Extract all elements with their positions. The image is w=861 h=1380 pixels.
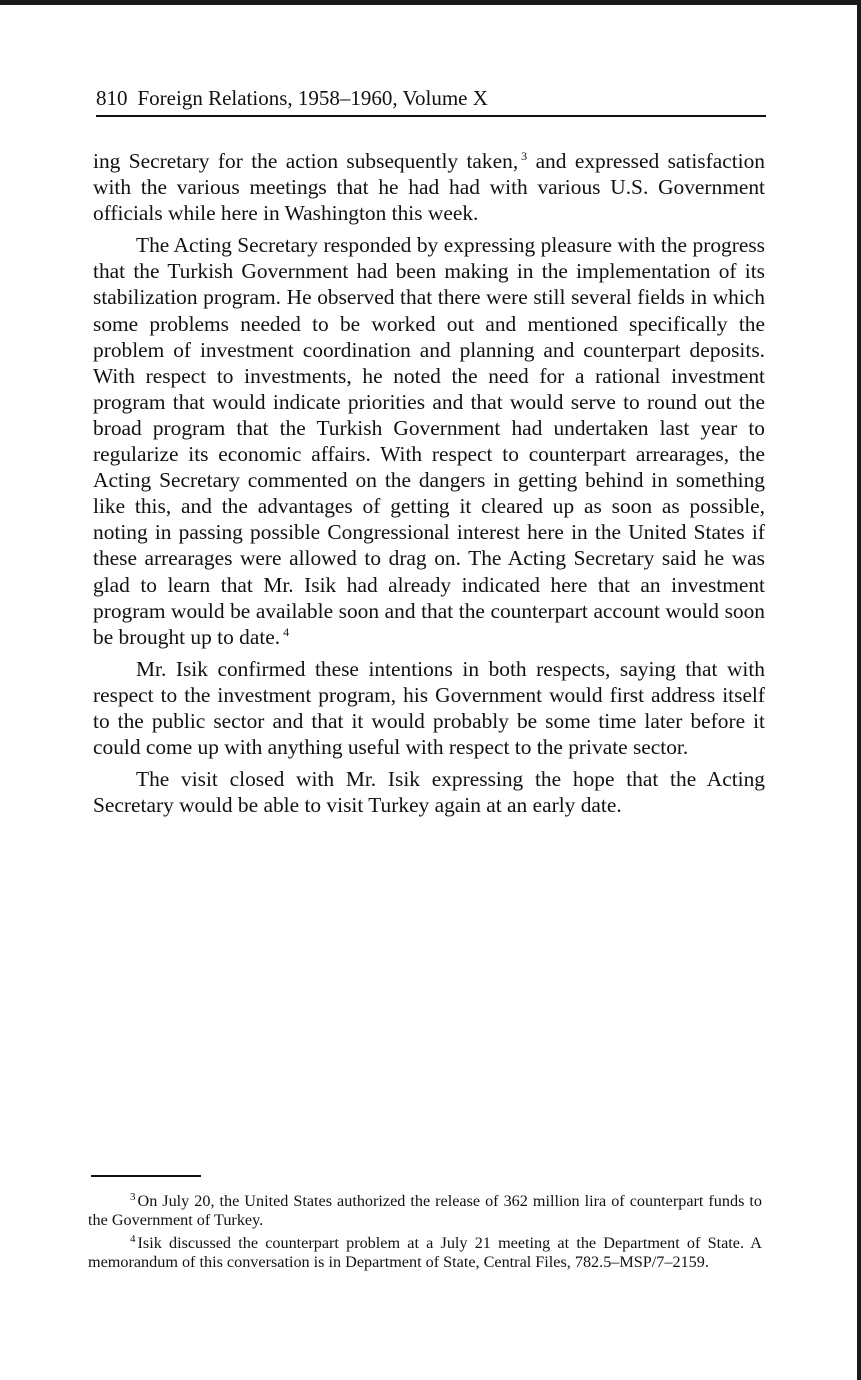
header-rule	[96, 115, 766, 117]
footnote-rule	[91, 1175, 201, 1177]
volume-title: Foreign Relations, 1958–1960, Volume X	[137, 86, 488, 110]
footnote-ref-4: 4	[283, 624, 290, 639]
footnote-3-number: 3	[130, 1190, 136, 1203]
page-number: 810	[96, 86, 128, 110]
scan-edge-right	[857, 0, 861, 1380]
paragraph-1	[93, 148, 765, 226]
footnote-3-text: On July 20, the United States authorized the release of 362 million lira of counterpart funds to the Government of Turkey.	[88, 1192, 762, 1229]
footnote-4	[88, 1234, 762, 1272]
paragraph-1-text: ing Secretary for the action subsequently taken,	[93, 149, 519, 173]
scan-edge-top	[0, 0, 861, 5]
body-text	[93, 148, 765, 824]
footnote-4-number: 4	[130, 1232, 136, 1245]
paragraph-3: Mr. Isik confirmed these intentions in both respects, saying that with respect to the investment program, his Government would first address itself to the public sector and that it would probably be some time later before it could come up with anything useful with respect to the private sector.	[93, 656, 765, 760]
footnote-ref-3: 3	[521, 148, 528, 163]
running-head	[96, 84, 766, 114]
paragraph-4: The visit closed with Mr. Isik expressing the hope that the Acting Secretary would be able to visit Turkey again at an early date.	[93, 767, 765, 818]
footnote-3	[88, 1192, 762, 1230]
paragraph-2	[93, 232, 765, 650]
paragraph-2-text: The Acting Secretary responded by expressing pleasure with the progress that the Turkish Government had been making in the implementation of its stabilization program. He observed that there were still several fields in which some problems needed to be worked out and mentioned specifically the problem of investment coordination and planning and counterpart deposits. With respect to investments, he noted the need for a rational investment program that would indicate priorities and that would serve to round out the broad program that the Turkish Government had undertaken last year to regularize its economic affairs. With respect to counterpart arrearages, the Acting Secretary commented on the dangers in getting behind in something like this, and the advantages of getting it cleared up as soon as possible, noting in passing possible Congressional interest here in the United States if these arrearages were allowed to drag on. The Acting Secretary said he was glad to learn that Mr. Isik had already indicated here that an investment program would be available soon and that the counterpart account would soon be brought up to date.	[93, 233, 765, 649]
footnotes	[88, 1192, 762, 1276]
footnote-4-text: Isik discussed the counterpart problem at a July 21 meeting at the Department of State. A memorandum of this conversation is in Department of State, Central Files, 782.5–MSP/7–2159.	[88, 1234, 762, 1271]
paragraph-1-text-continued: and expressed satisfaction with the various meetings that he had had with various U.S. Government officials while here in Washington this week.	[93, 149, 765, 226]
